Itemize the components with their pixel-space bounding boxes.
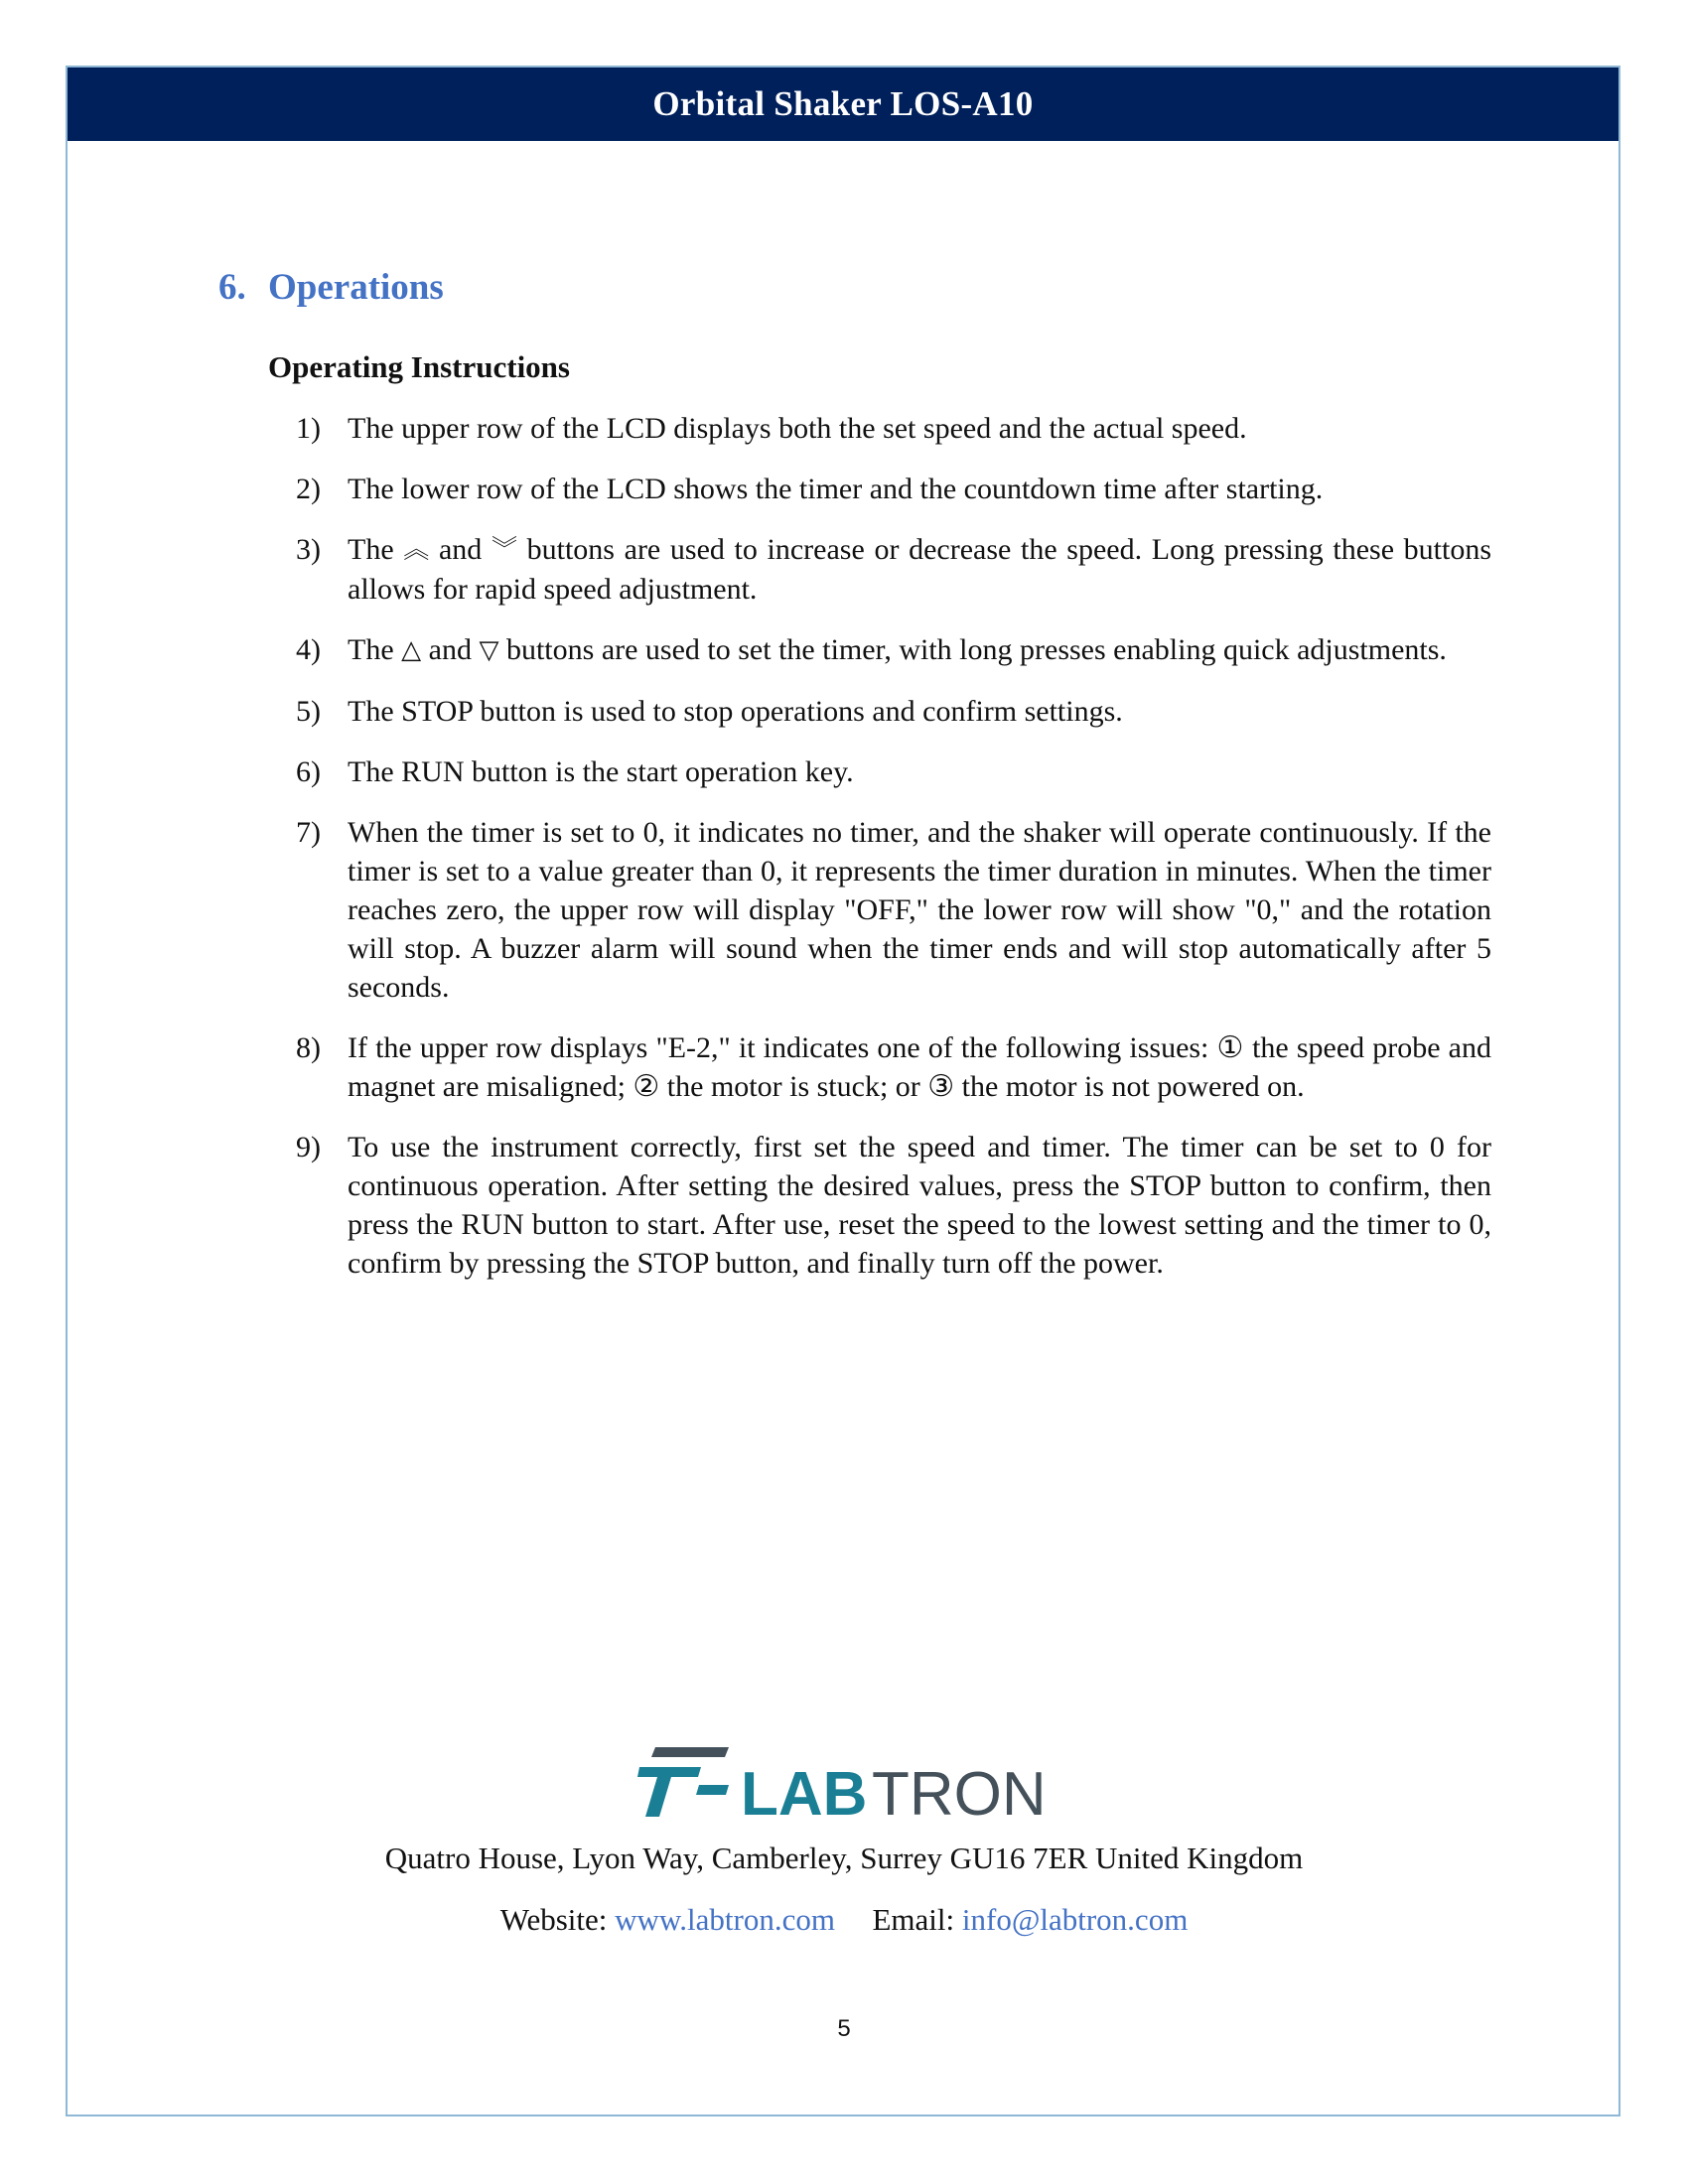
list-marker: 8) <box>296 1031 321 1064</box>
double-chevron-up-icon: ︽ <box>403 535 430 565</box>
list-item-text: To use the instrument correctly, first set the speed and timer. The timer can be set to 0 for continuous operation. After setting the desired values, press the STOP button to confirm, then press the RUN button to start. After use, reset the speed to the lowest setting and the timer to 0, confirm by pressing the STOP button, and finally turn off the power. <box>348 1131 1491 1280</box>
list-item-text: buttons are used to increase or decrease the speed. Long pressing these buttons allows for rapid speed adjustment. <box>348 533 1492 606</box>
section-heading <box>218 266 444 309</box>
list-item-text: buttons are used to set the timer, with long presses enabling quick adjustments. <box>505 633 1447 666</box>
list-item <box>268 470 1491 508</box>
list-item-text: The upper row of the LCD displays both the set speed and the actual speed. <box>348 412 1247 445</box>
list-item-text: When the timer is set to 0, it indicates no timer, and the shaker will operate continuously. If the timer is set to a value greater than 0, it represents the timer duration in minutes. When the timer reaches zero, the upper row will display "OFF," the lower row will show "0," and the rotation will stop. A buzzer alarm will sound when the timer ends and will stop automatically after 5 seconds. <box>348 816 1491 1004</box>
list-item <box>268 692 1491 731</box>
list-item <box>268 813 1491 1007</box>
labtron-logo <box>637 1745 1055 1825</box>
list-item <box>268 1128 1491 1283</box>
email-label: Email: <box>872 1902 955 1937</box>
list-item-text: The <box>348 533 394 566</box>
list-item <box>268 530 1491 609</box>
list-item-text: and <box>438 533 483 566</box>
triangle-down-icon: ▽ <box>479 635 499 665</box>
list-item <box>268 630 1491 670</box>
website-label: Website: <box>499 1902 608 1937</box>
list-marker: 9) <box>296 1131 321 1163</box>
list-item-text: If the upper row displays "E-2," it indicates one of the following issues: ① the speed probe and magnet are misaligned; ② the motor is stuck; or ③ the motor is not powered on. <box>348 1031 1491 1103</box>
list-marker: 7) <box>296 816 321 849</box>
list-marker: 5) <box>296 695 321 728</box>
list-item-text: and <box>428 633 472 666</box>
list-marker: 4) <box>296 633 321 666</box>
triangle-up-icon: △ <box>401 635 422 665</box>
company-address: Quatro House, Lyon Way, Camberley, Surrey GU16 7ER United Kingdom <box>384 1841 1304 1875</box>
logo-text-bold: LAB <box>741 1760 868 1825</box>
list-marker: 3) <box>296 533 321 566</box>
instruction-list <box>268 409 1491 1304</box>
list-item <box>268 1028 1491 1106</box>
list-item-text: The STOP button is used to stop operations and confirm settings. <box>348 695 1123 728</box>
subheading: Operating Instructions <box>268 349 570 384</box>
list-marker: 2) <box>296 473 321 505</box>
section-title: Operations <box>268 267 444 308</box>
list-marker: 1) <box>296 412 321 445</box>
list-item-text: The lower row of the LCD shows the timer and the countdown time after starting. <box>348 473 1324 505</box>
list-marker: 6) <box>296 755 321 788</box>
list-item <box>268 752 1491 791</box>
list-item-text: The <box>348 633 394 666</box>
labtron-mark-icon <box>637 1747 729 1817</box>
list-item <box>268 409 1491 448</box>
document-header <box>68 68 1618 141</box>
email-link[interactable]: info@labtron.com <box>961 1902 1189 1937</box>
website-link[interactable]: www.labtron.com <box>615 1902 835 1937</box>
double-chevron-down-icon: ︾ <box>491 535 517 565</box>
document-title: Orbital Shaker LOS-A10 <box>652 84 1034 123</box>
contact-line <box>0 1902 1688 1938</box>
list-item-text: The RUN button is the start operation key. <box>348 755 854 788</box>
section-number: 6. <box>218 267 246 308</box>
page-number: 5 <box>837 2015 851 2042</box>
logo-text-light: TRON <box>872 1760 1047 1825</box>
